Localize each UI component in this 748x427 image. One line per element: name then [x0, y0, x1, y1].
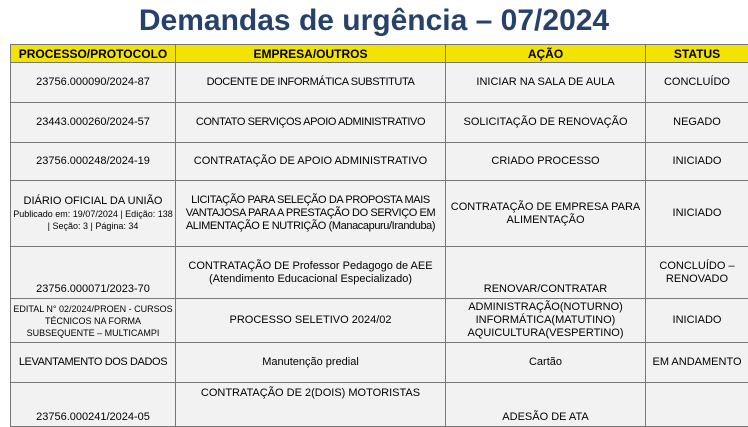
cell-processo-detail: Publicado em: 19/07/2024 | Edição: 138 | Seção: 3 | Página: 34 [13, 208, 173, 232]
cell-processo: 23756.000071/2023-70 [11, 247, 176, 299]
cell-acao: RENOVAR/CONTRATAR [446, 247, 646, 299]
cell-empresa: Manutenção predial [176, 343, 446, 383]
cell-status: NEGADO [646, 103, 748, 143]
header-acao: AÇÃO [446, 45, 646, 63]
table-row [11, 103, 748, 143]
cell-status: INICIADO [646, 181, 748, 247]
cell-status: INICIADO [646, 299, 748, 343]
cell-status: INICIADO [646, 143, 748, 181]
cell-acao: SOLICITAÇÃO DE RENOVAÇÃO [446, 103, 646, 143]
table-row [11, 247, 748, 299]
cell-empresa: CONTRATAÇÃO DE Professor Pedagogo de AEE (Atendimento Educacional Especializado) [176, 247, 446, 299]
cell-processo: 23756.000090/2024-87 [11, 63, 176, 103]
cell-processo [11, 299, 176, 343]
cell-status: CONCLUÍDO [646, 63, 748, 103]
header-empresa: EMPRESA/OUTROS [176, 45, 446, 63]
cell-processo-title: DIÁRIO OFICIAL DA UNIÃO [13, 195, 173, 208]
cell-status: EM ANDAMENTO [646, 343, 748, 383]
cell-acao: INICIAR NA SALA DE AULA [446, 63, 646, 103]
cell-acao: ADMINISTRAÇÃO(NOTURNO) INFORMÁTICA(MATUTINO) AQUICULTURA(VESPERTINO) [446, 299, 646, 343]
cell-acao: Cartão [446, 343, 646, 383]
urgency-table [10, 44, 748, 427]
cell-acao: CRIADO PROCESSO [446, 143, 646, 181]
cell-processo [11, 181, 176, 247]
cell-processo: 23756.000241/2024-05 [11, 383, 176, 427]
header-processo: PROCESSO/PROTOCOLO [11, 45, 176, 63]
table-row [11, 63, 748, 103]
table-row [11, 343, 748, 383]
cell-processo: 23756.000248/2024-19 [11, 143, 176, 181]
page-title: Demandas de urgência – 07/2024 [0, 0, 748, 42]
cell-status: CONCLUÍDO – RENOVADO [646, 247, 748, 299]
cell-empresa: CONTATO SERVIÇOS APOIO ADMINISTRATIVO [176, 103, 446, 143]
cell-empresa: CONTRATAÇÃO DE APOIO ADMINISTRATIVO [176, 143, 446, 181]
table-row [11, 181, 748, 247]
cell-empresa: DOCENTE DE INFORMÁTICA SUBSTITUTA [176, 63, 446, 103]
cell-acao: ADESÃO DE ATA [446, 383, 646, 427]
cell-empresa: LICITAÇÃO PARA SELEÇÃO DA PROPOSTA MAIS VANTAJOSA PARA A PRESTAÇÃO DO SERVIÇO EM ALIMENTAÇÃO E NUTRIÇÃO (Manacapuru/Iranduba) [176, 181, 446, 247]
table-header-row [11, 45, 748, 63]
cell-empresa: CONTRATAÇÃO DE 2(DOIS) MOTORISTAS [176, 383, 446, 427]
cell-acao: CONTRATAÇÃO DE EMPRESA PARA ALIMENTAÇÃO [446, 181, 646, 247]
cell-processo-edital: EDITAL N° 02/2024/PROEN - CURSOS TÉCNICOS NA FORMA SUBSEQUENTE – MULTICAMPI [13, 303, 173, 339]
cell-processo: 23443.000260/2024-57 [11, 103, 176, 143]
cell-empresa: PROCESSO SELETIVO 2024/02 [176, 299, 446, 343]
table-row [11, 299, 748, 343]
cell-processo: LEVANTAMENTO DOS DADOS [11, 343, 176, 383]
header-status: STATUS [646, 45, 748, 63]
table-row [11, 143, 748, 181]
